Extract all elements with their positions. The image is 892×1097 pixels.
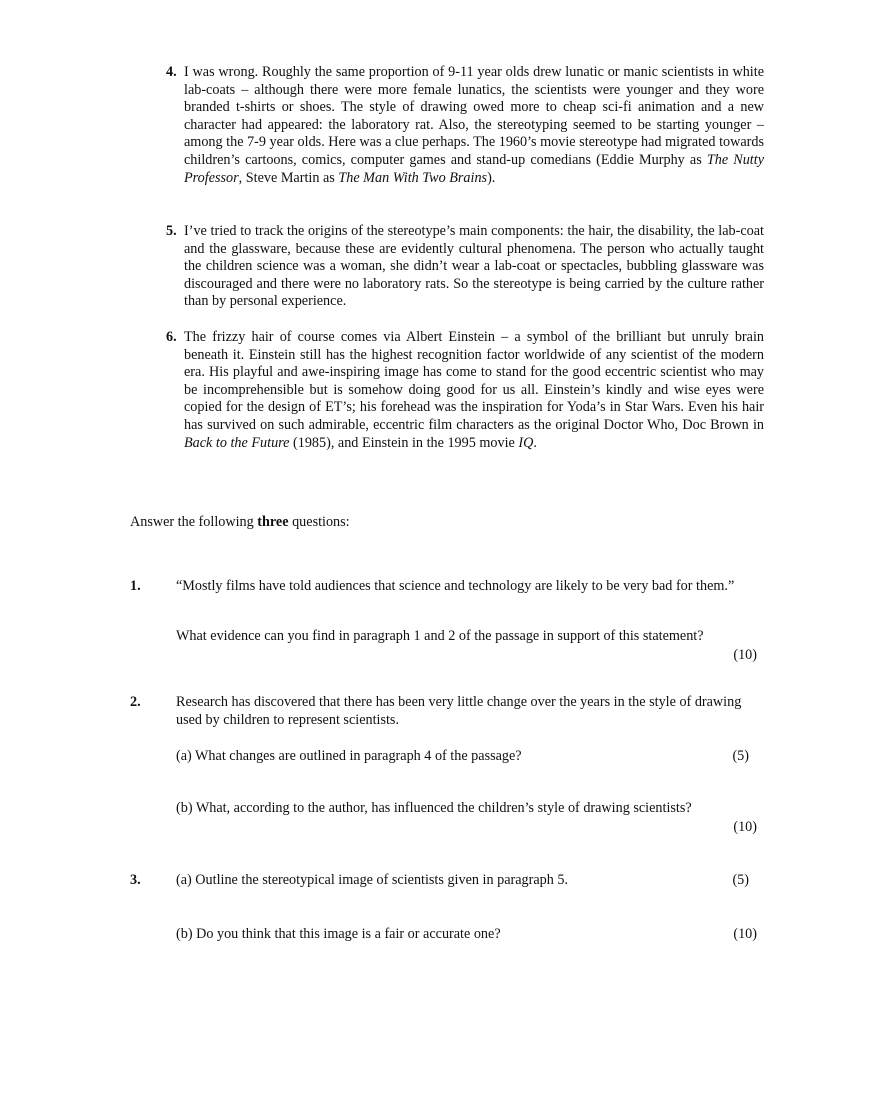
question-3-number: 3. <box>130 872 141 888</box>
paragraph-number: 5. <box>166 223 177 239</box>
paragraph-4 <box>166 64 764 187</box>
paragraph-number: 6. <box>166 329 177 345</box>
question-1-prompt: What evidence can you find in paragraph 1 and 2 of the passage in support of this statement? <box>176 628 704 644</box>
paragraph-5 <box>166 223 764 311</box>
question-3b-marks: (10) <box>733 926 757 942</box>
question-2a-marks: (5) <box>732 748 749 764</box>
question-2b: (b) What, according to the author, has influenced the children’s style of drawing scientists? <box>176 800 692 816</box>
question-3b: (b) Do you think that this image is a fair or accurate one? <box>176 926 501 942</box>
paragraph-text: I was wrong. Roughly the same proportion of 9-11 year olds drew lunatic or manic scientists in white lab-coats – although there were more female lunatics, the scientists were younger and they wore branded t-shirts or shoes. The style of drawing owed more to cheap sci-fi animation and a new character had appeared: the laboratory rat. Also, the stereotyping seemed to be starting younger – among the 7-9 year olds. Here was a clue perhaps. The 1960’s movie stereotype had migrated towards children’s cartoons, comics, computer games and stand-up comedians (Eddie Murphy as The Nutty Professor, Steve Martin as The Man With Two Brains). <box>184 64 764 186</box>
film-title: The Nutty Professor <box>184 151 764 186</box>
paragraph-text: The frizzy hair of course comes via Albert Einstein – a symbol of the brilliant but unruly brain beneath it. Einstein still has the highest recognition factor worldwide of any scientist of the modern era. His playful and awe-inspiring image has come to stand for the good eccentric scientist who may be incomprehensible but is somehow doing good for us all. Einstein’s kindly and wise eyes were copied for the design of ET’s; his forehead was the inspiration for Yoda’s in Star Wars. Even his hair has survived on such admirable, eccentric film characters as the original Doctor Who, Doc Brown in Back to the Future (1985), and Einstein in the 1995 movie IQ. <box>184 329 764 451</box>
question-1-number: 1. <box>130 578 141 594</box>
question-2-intro: Research has discovered that there has been very little change over the years in the style of drawing used by children to represent scientists. <box>176 694 742 728</box>
question-2a: (a) What changes are outlined in paragraph 4 of the passage? <box>176 748 522 764</box>
film-title: IQ <box>518 434 534 451</box>
paragraph-text: I’ve tried to track the origins of the stereotype’s main components: the hair, the disability, the lab-coat and the glassware, because these are evidently cultural phenomena. The person who actually taught the children science was a woman, she didn’t wear a lab-coat or spectacles, bubbling glassware was discouraged and there were no laboratory rats. So the stereotype is being carried by the culture rather than by personal experience. <box>184 223 764 310</box>
instructions-emphasis: three <box>257 514 289 530</box>
question-1-quote: “Mostly films have told audiences that science and technology are likely to be very bad for them.” <box>176 578 735 594</box>
instructions: Answer the following three questions: <box>130 514 350 530</box>
film-title: Back to the Future <box>184 434 290 451</box>
paragraph-6 <box>166 329 764 452</box>
film-title: The Man With Two Brains <box>338 169 488 186</box>
question-2b-marks: (10) <box>733 819 757 835</box>
question-2-number: 2. <box>130 694 141 710</box>
question-3a: (a) Outline the stereotypical image of scientists given in paragraph 5. <box>176 872 568 888</box>
question-3a-marks: (5) <box>732 872 749 888</box>
paragraph-number: 4. <box>166 64 177 80</box>
question-1-marks: (10) <box>733 647 757 663</box>
